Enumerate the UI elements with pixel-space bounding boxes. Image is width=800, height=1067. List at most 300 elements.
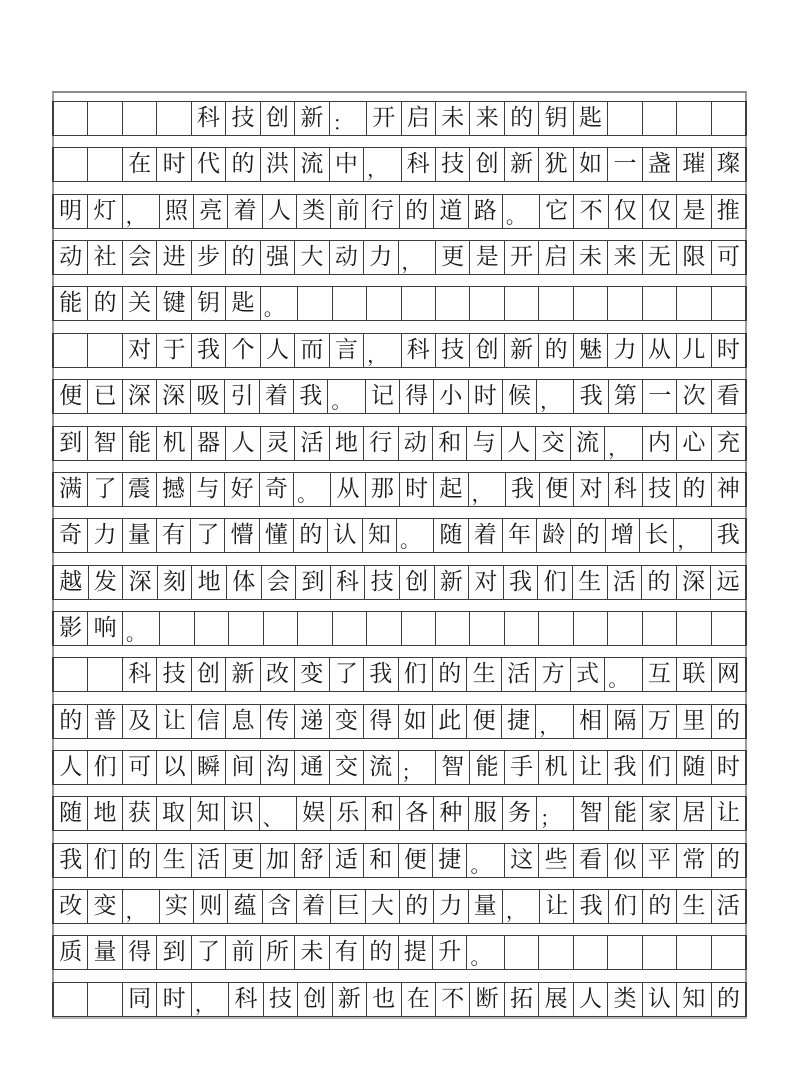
grid-cell: 灵 — [261, 427, 295, 460]
grid-cell: 远 — [716, 568, 740, 595]
grid-cell: 以 — [157, 751, 191, 784]
grid-cell: 着 — [469, 519, 503, 552]
grid-cell: 认 — [643, 983, 677, 1016]
grid-cell: 的 — [88, 287, 122, 320]
empty-grid-cell — [229, 612, 263, 645]
grid-cell: ： — [330, 102, 367, 135]
grid-row — [52, 518, 747, 553]
grid-cell: 一 — [608, 148, 642, 181]
grid-cell: 吸 — [191, 380, 225, 413]
grid-cell: 龄 — [537, 519, 571, 552]
row-gap-band — [52, 600, 747, 611]
row-gap-band — [52, 414, 747, 425]
grid-cell: 科 — [402, 148, 436, 181]
grid-cell: 灯 — [88, 195, 122, 228]
grid-cell: 。 — [261, 287, 298, 320]
grid-cell: 们 — [399, 658, 433, 691]
grid-cell: 信 — [192, 705, 226, 738]
grid-cell: 道 — [434, 195, 468, 228]
grid-cell: 新 — [333, 983, 367, 1016]
row-gap-band — [52, 785, 747, 796]
grid-cell: 前 — [226, 936, 260, 969]
row-gap-band — [52, 878, 747, 889]
grid-row — [52, 657, 747, 692]
grid-cell: 技 — [264, 983, 298, 1016]
grid-cell: ， — [536, 705, 573, 738]
grid-cell: 技 — [226, 102, 260, 135]
grid-cell: 到 — [157, 936, 191, 969]
grid-cell: 与 — [191, 473, 225, 506]
grid-cell: 儿 — [677, 334, 711, 367]
grid-cell: 引 — [225, 380, 259, 413]
grid-cell: 的 — [54, 705, 88, 738]
grid-cell: 地 — [330, 427, 364, 460]
grid-cell: 的 — [433, 658, 467, 691]
grid-cell: 流 — [571, 427, 605, 460]
grid-cell: 起 — [434, 473, 468, 506]
grid-cell: 记 — [366, 380, 400, 413]
grid-cell: 着 — [297, 890, 331, 923]
grid-cell: ， — [469, 473, 506, 506]
grid-cell: 间 — [226, 751, 260, 784]
grid-row — [52, 935, 747, 970]
empty-grid-cell — [677, 287, 711, 320]
grid-cell: 各 — [400, 797, 434, 830]
grid-cell: 些 — [539, 844, 573, 877]
grid-cell: 升 — [433, 936, 467, 969]
grid-cell: 年 — [503, 519, 537, 552]
grid-cell: 步 — [192, 241, 226, 274]
empty-grid-cell — [574, 936, 608, 969]
grid-cell: 奇 — [260, 473, 294, 506]
grid-cell: 无 — [643, 241, 677, 274]
grid-cell: 能 — [470, 751, 504, 784]
empty-grid-cell — [402, 612, 436, 645]
grid-cell: 对 — [123, 334, 157, 367]
empty-grid-cell — [643, 287, 677, 320]
grid-cell: 地 — [88, 797, 122, 830]
grid-cell: 洪 — [261, 148, 295, 181]
grid-cell: 生 — [467, 658, 501, 691]
empty-grid-cell — [643, 936, 677, 969]
grid-cell: 有 — [330, 936, 364, 969]
grid-cell: 我 — [506, 473, 540, 506]
empty-grid-cell — [88, 983, 122, 1016]
grid-cell: 捷 — [433, 844, 467, 877]
empty-grid-cell — [608, 936, 642, 969]
grid-cell: 实 — [160, 890, 194, 923]
empty-grid-cell — [88, 334, 122, 367]
grid-cell: 便 — [399, 844, 433, 877]
grid-cell: 改 — [54, 890, 88, 923]
empty-grid-cell — [470, 287, 504, 320]
grid-cell: 懵 — [225, 519, 259, 552]
grid-cell: 而 — [295, 334, 329, 367]
grid-cell: 类 — [297, 195, 331, 228]
grid-row — [52, 565, 747, 600]
grid-cell: 强 — [261, 241, 295, 274]
grid-cell: 创 — [298, 983, 332, 1016]
grid-cell: 增 — [606, 519, 640, 552]
grid-cell: 撼 — [157, 473, 191, 506]
grid-cell: 深 — [123, 380, 157, 413]
grid-cell: 得 — [400, 380, 434, 413]
grid-cell: 行 — [364, 427, 398, 460]
grid-cell: 前 — [331, 195, 365, 228]
grid-cell: 取 — [157, 797, 191, 830]
grid-cell: 通 — [295, 751, 329, 784]
grid-cell: 犹 — [539, 148, 573, 181]
grid-cell: 新 — [435, 566, 470, 599]
grid-cell: 地 — [192, 566, 227, 599]
grid-cell: 息 — [226, 705, 260, 738]
composition-grid-paper — [52, 91, 747, 1019]
grid-cell: 所 — [261, 936, 295, 969]
grid-row — [52, 194, 747, 229]
empty-grid-cell — [539, 287, 573, 320]
grid-cell: 们 — [88, 844, 122, 877]
grid-cell: 启 — [402, 102, 436, 135]
grid-cell: 。 — [467, 844, 504, 877]
grid-cell: 居 — [677, 797, 711, 830]
empty-grid-cell — [608, 287, 642, 320]
grid-cell: 。 — [503, 195, 540, 228]
grid-cell: 开 — [505, 241, 539, 274]
grid-cell: 时 — [400, 473, 434, 506]
grid-cell: 生 — [573, 566, 608, 599]
row-gap-band — [52, 321, 747, 332]
grid-cell: 有 — [157, 519, 191, 552]
grid-row — [52, 472, 747, 507]
grid-cell: 我 — [54, 844, 88, 877]
grid-cell: 认 — [328, 519, 362, 552]
grid-cell: 魅 — [574, 334, 608, 367]
grid-cell: 时 — [716, 336, 740, 363]
grid-cell: 新 — [505, 334, 539, 367]
grid-cell: 力 — [434, 890, 468, 923]
empty-grid-cell — [505, 936, 539, 969]
grid-row — [52, 286, 747, 321]
grid-cell: 中 — [330, 148, 364, 181]
empty-grid-cell — [712, 287, 745, 320]
grid-cell: 的 — [123, 844, 157, 877]
grid-cell: 的 — [226, 241, 260, 274]
grid-cell: 生 — [677, 890, 711, 923]
grid-cell: 识 — [225, 797, 259, 830]
grid-cell: ， — [123, 890, 160, 923]
grid-cell: 让 — [716, 800, 740, 827]
grid-cell: 常 — [677, 844, 711, 877]
grid-cell: 对 — [574, 473, 608, 506]
grid-cell: 钥 — [192, 287, 226, 320]
grid-cell: 时 — [469, 380, 503, 413]
grid-cell: 人 — [226, 427, 260, 460]
grid-cell: 。 — [294, 473, 331, 506]
grid-cell: ； — [537, 797, 574, 830]
grid-cell: 知 — [191, 797, 225, 830]
row-gap-band — [52, 831, 747, 842]
grid-cell: ， — [399, 241, 436, 274]
empty-grid-cell — [505, 287, 539, 320]
grid-cell: 量 — [123, 519, 157, 552]
empty-grid-cell — [54, 102, 88, 135]
grid-cell: 获 — [123, 797, 157, 830]
empty-grid-cell — [470, 612, 504, 645]
empty-grid-cell — [505, 612, 539, 645]
grid-cell: 可 — [123, 751, 157, 784]
grid-cell: 种 — [434, 797, 468, 830]
row-gap-band — [52, 739, 747, 750]
grid-cell: 长 — [640, 519, 674, 552]
grid-cell: 量 — [469, 890, 503, 923]
grid-cell: 人 — [574, 983, 608, 1016]
grid-cell: 仅 — [609, 195, 643, 228]
empty-grid-cell — [712, 612, 745, 645]
grid-cell: 科 — [331, 566, 366, 599]
grid-cell: 已 — [88, 380, 122, 413]
grid-cell: 了 — [192, 936, 226, 969]
grid-cell: 的 — [226, 148, 260, 181]
grid-cell: 科 — [123, 658, 157, 691]
grid-cell: 不 — [574, 195, 608, 228]
grid-cell: 科 — [609, 473, 643, 506]
grid-cell: 与 — [467, 427, 501, 460]
grid-cell: 变 — [330, 705, 364, 738]
grid-cell: 未 — [574, 241, 608, 274]
empty-grid-cell — [88, 102, 122, 135]
grid-cell: 我 — [716, 522, 740, 549]
grid-row — [52, 750, 747, 785]
grid-cell: 随 — [54, 797, 88, 830]
grid-row — [52, 379, 747, 414]
grid-cell: 拓 — [505, 983, 539, 1016]
grid-cell: 式 — [571, 658, 605, 691]
empty-grid-cell — [160, 612, 194, 645]
grid-row — [52, 240, 747, 275]
grid-cell: 到 — [296, 566, 331, 599]
grid-cell: 知 — [677, 983, 711, 1016]
grid-cell: 知 — [363, 519, 397, 552]
grid-cell: 在 — [123, 148, 157, 181]
grid-cell: ， — [537, 380, 574, 413]
grid-cell: 类 — [608, 983, 642, 1016]
grid-cell: 的 — [716, 846, 740, 873]
grid-cell: 。 — [328, 380, 365, 413]
grid-cell: 则 — [194, 890, 228, 923]
grid-cell: 限 — [677, 241, 711, 274]
empty-grid-cell — [54, 334, 88, 367]
empty-grid-cell — [123, 102, 157, 135]
grid-cell: 断 — [470, 983, 504, 1016]
grid-cell: 充 — [716, 429, 740, 456]
grid-cell: 里 — [677, 705, 711, 738]
empty-grid-cell — [643, 102, 677, 135]
grid-cell: 人 — [502, 427, 536, 460]
top-margin-band — [52, 91, 747, 101]
grid-cell: 科 — [192, 102, 226, 135]
grid-cell: 便 — [54, 380, 88, 413]
grid-cell: 代 — [192, 148, 226, 181]
grid-cell: 对 — [469, 566, 504, 599]
grid-cell: 手 — [505, 751, 539, 784]
row-gap-band — [52, 136, 747, 147]
grid-cell: 质 — [54, 936, 88, 969]
grid-cell: 量 — [88, 936, 122, 969]
grid-cell: 会 — [262, 566, 297, 599]
empty-grid-cell — [298, 612, 332, 645]
grid-row — [52, 611, 747, 646]
grid-cell: 明 — [54, 195, 88, 228]
grid-cell: 蕴 — [228, 890, 262, 923]
grid-cell: 钥 — [539, 102, 573, 135]
grid-cell: 能 — [123, 427, 157, 460]
grid-cell: 们 — [609, 890, 643, 923]
empty-grid-cell — [574, 287, 608, 320]
grid-cell: 来 — [608, 241, 642, 274]
grid-row — [52, 426, 747, 461]
row-gap-band — [52, 507, 747, 518]
grid-cell: 随 — [677, 751, 711, 784]
grid-cell: 深 — [123, 566, 158, 599]
grid-cell: 交 — [330, 751, 364, 784]
grid-cell: 了 — [88, 473, 122, 506]
grid-cell: 。 — [123, 612, 160, 645]
grid-cell: 关 — [123, 287, 157, 320]
grid-cell: 的 — [571, 519, 605, 552]
empty-grid-cell — [88, 658, 122, 691]
grid-cell: 力 — [608, 334, 642, 367]
grid-cell: 我 — [574, 890, 608, 923]
empty-grid-cell — [333, 287, 367, 320]
grid-cell: 展 — [539, 983, 573, 1016]
grid-cell: 创 — [192, 658, 226, 691]
grid-cell: 的 — [364, 936, 398, 969]
grid-cell: 舒 — [295, 844, 329, 877]
grid-cell: 适 — [330, 844, 364, 877]
grid-cell: 科 — [402, 334, 436, 367]
grid-cell: 活 — [716, 893, 740, 920]
grid-cell: 人 — [54, 751, 88, 784]
grid-cell: 响 — [88, 612, 122, 645]
grid-cell: 震 — [123, 473, 157, 506]
grid-cell: 着 — [228, 195, 262, 228]
grid-cell: 匙 — [574, 102, 608, 135]
grid-cell: 奇 — [54, 519, 88, 552]
grid-cell: 开 — [367, 102, 401, 135]
grid-cell: 们 — [88, 751, 122, 784]
grid-cell: 力 — [88, 519, 122, 552]
grid-cell: 盏 — [643, 148, 677, 181]
empty-grid-cell — [264, 612, 298, 645]
grid-cell: 我 — [574, 380, 608, 413]
grid-cell: 也 — [367, 983, 401, 1016]
grid-cell: 家 — [643, 797, 677, 830]
grid-cell: 活 — [502, 658, 536, 691]
grid-cell: 好 — [225, 473, 259, 506]
grid-cell: 动 — [330, 241, 364, 274]
empty-grid-cell — [402, 287, 436, 320]
grid-cell: 务 — [503, 797, 537, 830]
grid-cell: 动 — [54, 241, 88, 274]
grid-cell: 不 — [436, 983, 470, 1016]
grid-cell: 心 — [677, 427, 711, 460]
row-gap-band — [52, 275, 747, 286]
grid-cell: 便 — [540, 473, 574, 506]
grid-cell: 递 — [295, 705, 329, 738]
grid-cell: 的 — [539, 334, 573, 367]
empty-grid-cell — [54, 148, 88, 181]
grid-cell: 提 — [399, 936, 433, 969]
grid-cell: 便 — [467, 705, 501, 738]
grid-cell: 影 — [54, 612, 88, 645]
grid-cell: 着 — [260, 380, 294, 413]
grid-cell: 璨 — [716, 151, 740, 178]
grid-cell: 亮 — [194, 195, 228, 228]
grid-cell: 时 — [157, 148, 191, 181]
grid-cell: 从 — [331, 473, 365, 506]
empty-grid-cell — [712, 102, 745, 135]
grid-cell: 刻 — [158, 566, 193, 599]
grid-cell: 深 — [677, 566, 712, 599]
grid-cell: 的 — [716, 707, 740, 734]
grid-cell: 能 — [54, 287, 88, 320]
grid-cell: 新 — [295, 102, 329, 135]
grid-cell: 会 — [123, 241, 157, 274]
grid-cell: 是 — [470, 241, 504, 274]
grid-cell: 言 — [330, 334, 364, 367]
grid-cell: 们 — [643, 751, 677, 784]
grid-cell: 创 — [400, 566, 435, 599]
empty-grid-cell — [677, 102, 711, 135]
grid-cell: 瞬 — [192, 751, 226, 784]
grid-cell: 器 — [192, 427, 226, 460]
row-gap-band — [52, 646, 747, 657]
grid-row — [52, 889, 747, 924]
grid-cell: 让 — [574, 751, 608, 784]
empty-grid-cell — [677, 936, 711, 969]
row-gap-band — [52, 924, 747, 935]
grid-cell: 的 — [643, 890, 677, 923]
row-gap-band — [52, 182, 747, 193]
grid-cell: 能 — [609, 797, 643, 830]
grid-cell: 随 — [434, 519, 468, 552]
empty-grid-cell — [608, 102, 642, 135]
grid-cell: 乐 — [331, 797, 365, 830]
grid-cell: 时 — [716, 754, 740, 781]
empty-grid-cell — [436, 287, 470, 320]
grid-cell: 璀 — [677, 148, 711, 181]
grid-cell: 我 — [294, 380, 328, 413]
grid-cell: 技 — [643, 473, 677, 506]
grid-cell: 于 — [157, 334, 191, 367]
grid-cell: 了 — [191, 519, 225, 552]
grid-cell: 网 — [716, 661, 740, 688]
grid-cell: 含 — [263, 890, 297, 923]
grid-cell: 流 — [364, 751, 398, 784]
grid-cell: 生 — [157, 844, 191, 877]
grid-cell: 我 — [364, 658, 398, 691]
grid-cell: 是 — [677, 195, 711, 228]
grid-cell: 时 — [157, 983, 191, 1016]
empty-grid-cell — [367, 612, 401, 645]
grid-cell: ， — [364, 148, 401, 181]
grid-cell: 技 — [436, 334, 470, 367]
grid-cell: 次 — [677, 380, 711, 413]
grid-cell: 万 — [643, 705, 677, 738]
grid-cell: ， — [503, 890, 540, 923]
grid-cell: 行 — [366, 195, 400, 228]
grid-cell: 未 — [295, 936, 329, 969]
